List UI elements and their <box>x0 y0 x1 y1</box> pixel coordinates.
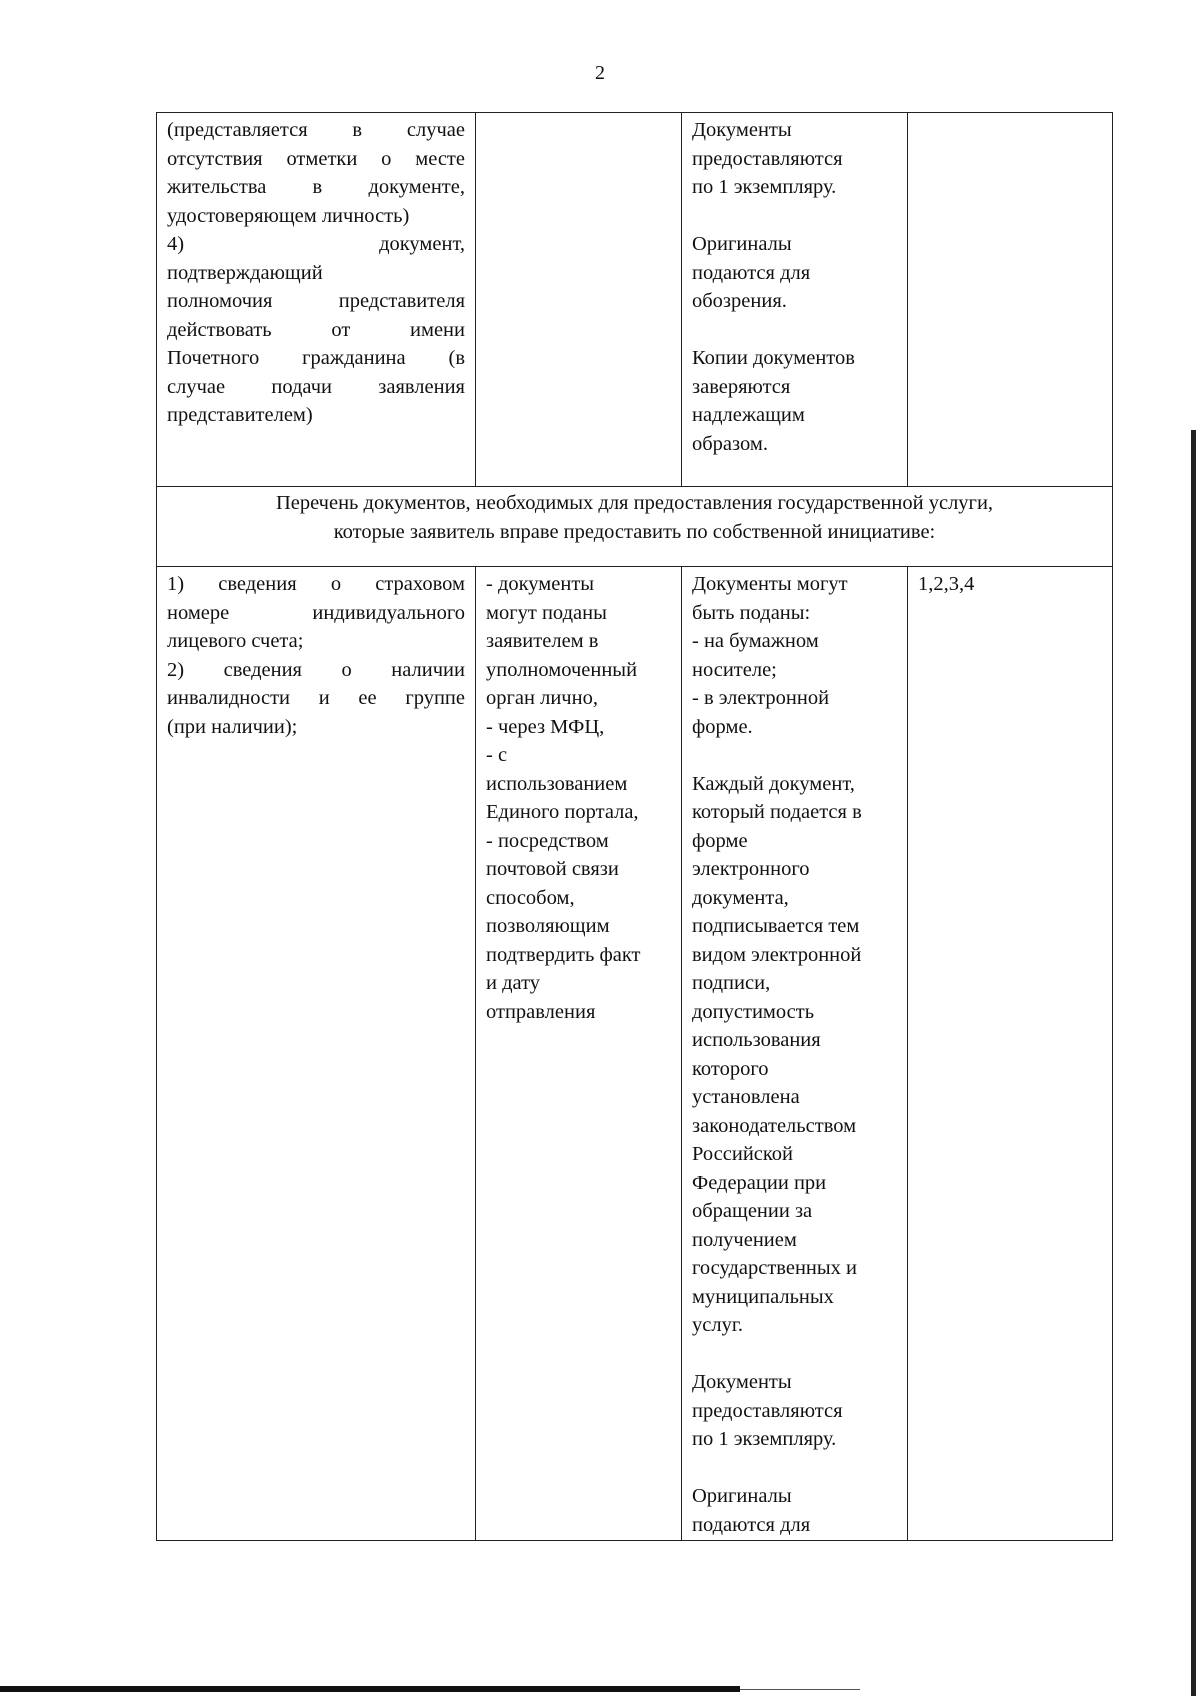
cell-notes <box>908 113 1113 487</box>
table-row-section-heading <box>157 487 1113 567</box>
table-row <box>157 567 1113 1541</box>
scan-edge-right <box>1191 430 1196 1696</box>
section-heading <box>157 487 1113 567</box>
text-line: 2) сведения о наличии <box>167 658 465 681</box>
scan-edge-bottom-tail <box>740 1689 860 1690</box>
cell-documents-list <box>157 567 476 1541</box>
text-line: (при наличии); <box>167 715 298 738</box>
text-line: лицевого счета; <box>167 630 304 652</box>
cell-documents-list <box>157 113 476 487</box>
page-number: 2 <box>595 62 605 84</box>
text-line: подтверждающий <box>167 261 323 284</box>
text-line: представителем) <box>167 404 313 426</box>
text-line: жительства в документе, <box>167 176 465 198</box>
text-line: случае подачи заявления <box>167 375 465 398</box>
cell-requirements: Документы могут быть поданы: - на бумажном носителе; - в электронной форме. Каждый документ, который подается в форме электронного документа, подписывается тем видом электронной подписи, допустимость использования которого установлена законодательством Российской Федерации при обращении за получением государственных и муниципальных услуг. Документы предоставляются по 1 экземпляру. Оригиналы подаются для <box>682 567 908 1541</box>
cell-requirements: Документы предоставляются по 1 экземпляру. Оригиналы подаются для обозрения. Копии документов заверяются надлежащим образом. <box>682 113 908 487</box>
text-line: полномочия представителя <box>167 290 465 312</box>
scan-edge-bottom <box>0 1686 740 1692</box>
cell-notes: 1,2,3,4 <box>908 567 1113 1541</box>
table-row <box>157 113 1113 487</box>
text-line: отсутствия отметки о месте <box>167 147 465 170</box>
text-line: действовать от имени <box>167 318 465 341</box>
text-line: (представляется в случае <box>167 119 465 141</box>
cell-submission-method: - документы могут поданы заявителем в уполномоченный орган лично, - через МФЦ, - с использованием Единого портала, - посредством почтовой связи способом, позволяющим подтвердить факт и дату отправления <box>476 567 682 1541</box>
text-line: инвалидности и ее группе <box>167 687 465 709</box>
cell-submission-method <box>476 113 682 487</box>
text-line: 4) документ, <box>167 233 465 255</box>
text-line: Почетного гражданина (в <box>167 347 465 369</box>
documents-table <box>156 112 1113 1541</box>
section-heading-line: которые заявитель вправе предоставить по собственной инициативе: <box>333 520 936 543</box>
text-line: удостоверяющем личность) <box>167 204 410 227</box>
text-line: 1) сведения о страховом <box>167 573 465 595</box>
section-heading-line: Перечень документов, необходимых для предоставления государственной услуги, <box>275 492 994 514</box>
text-line: номере индивидуального <box>167 601 465 624</box>
